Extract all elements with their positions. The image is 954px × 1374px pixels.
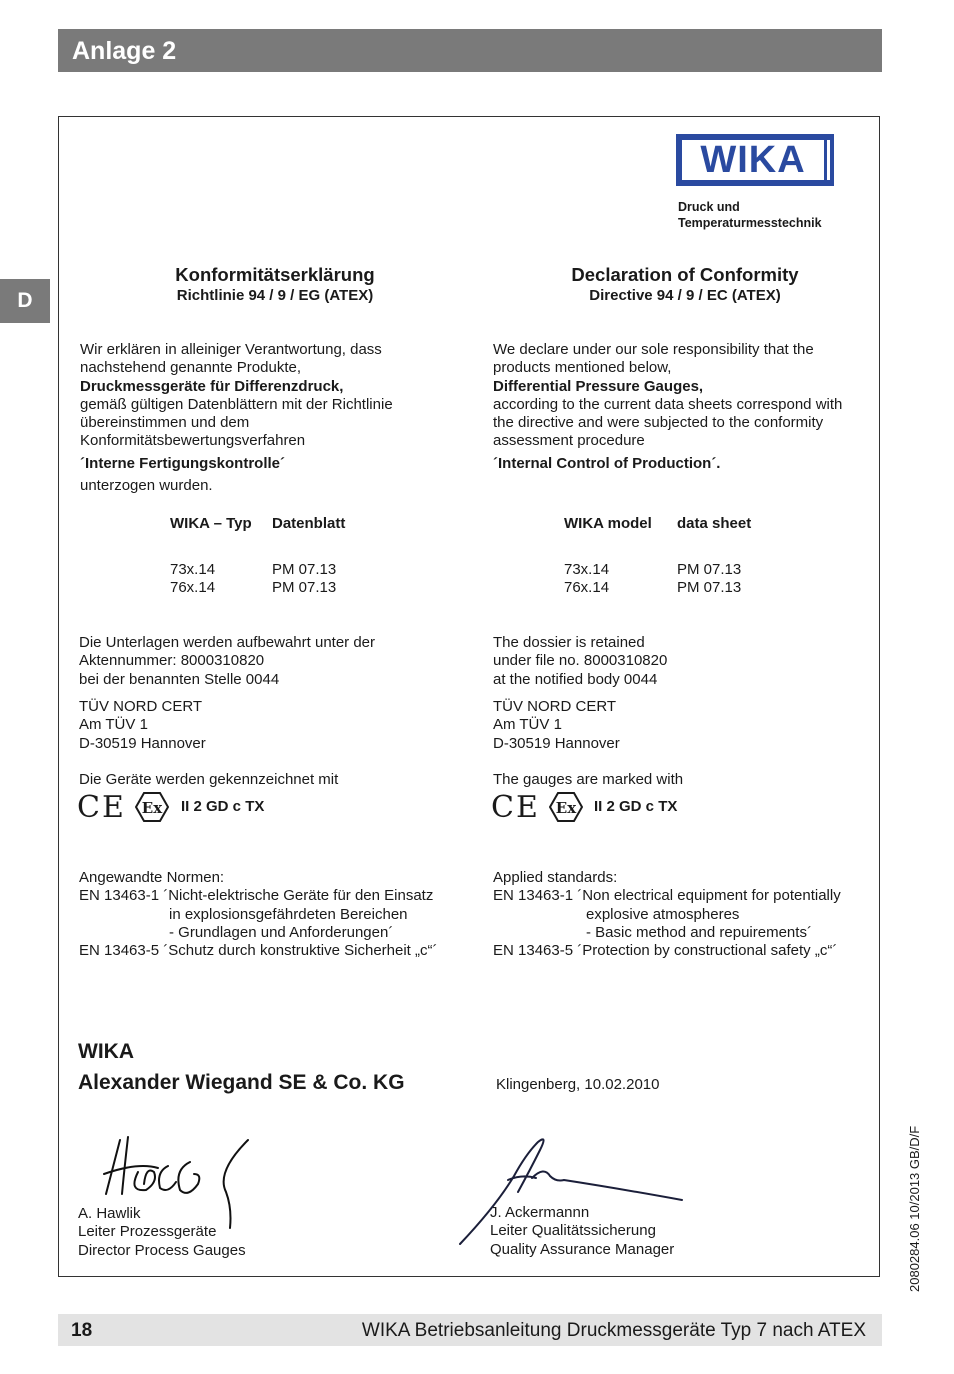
text-line: nachstehend genannte Produkte, [80, 359, 302, 377]
table-row [272, 561, 336, 598]
signatory-role: Leiter Prozessgeräte [78, 1223, 217, 1241]
title-de: Konformitätserklärung [175, 264, 375, 285]
footer-title: WIKA Betriebsanleitung Druckmessgeräte Typ 7 nach ATEX [361, 1320, 866, 1341]
language-tab[interactable]: D [0, 279, 50, 323]
table-row [677, 561, 741, 598]
signatory-right [490, 1204, 674, 1259]
signatory-name: J. Ackermannn [490, 1204, 590, 1221]
logo-tagline-line: Druck und [678, 200, 740, 214]
text-line: Am TÜV 1 [493, 716, 562, 734]
text-line: at the notified body 0044 [493, 670, 658, 688]
standard-text: ´Schutz durch konstruktive Sicherheit „c“´ [163, 942, 438, 960]
table-header-de-type: WIKA – Typ [170, 515, 252, 532]
table-cell: 76x.14 [564, 579, 610, 597]
text-line: Die Unterlagen werden aufbewahrt unter der [79, 634, 376, 651]
document-id: 2080284.06 10/2013 GB/D/F [907, 1125, 922, 1292]
standards-title-de: Angewandte Normen: [79, 869, 225, 886]
text-line: TÜV NORD CERT [493, 698, 617, 715]
text-line: assessment procedure [493, 432, 645, 450]
subtitle-de: Richtlinie 94 / 9 / EG (ATEX) [176, 287, 374, 304]
standards-title-en: Applied standards: [493, 869, 618, 886]
text-line: products mentioned below, [493, 359, 672, 377]
marking-intro-de: Die Geräte werden gekennzeichnet mit [79, 771, 339, 788]
text-line: Aktennummer: 8000310820 [79, 652, 265, 670]
standard-text: - Basic method and repuirements´ [586, 923, 812, 941]
text-line: D-30519 Hannover [79, 734, 206, 752]
signatory-left [78, 1205, 246, 1260]
text-line: The dossier is retained [493, 634, 645, 651]
standard-text: ´Protection by constructional safety „c“´ [577, 942, 838, 960]
intro-en [493, 341, 842, 473]
standard-text: - Grundlagen und Anforderungen´ [169, 923, 394, 941]
standards-de [79, 869, 438, 960]
wika-logo [676, 134, 834, 186]
table-header-en-sheet: data sheet [677, 515, 752, 532]
signatory-role: Leiter Qualitätssicherung [490, 1222, 656, 1240]
standard-code: EN 13463-1 [79, 887, 160, 905]
text-line: according to the current data sheets correspond with [493, 395, 843, 413]
address-en [493, 698, 620, 753]
standard-text: ´Non electrical equipment for potentially [577, 887, 841, 905]
text-line: bei der benannten Stelle 0044 [79, 670, 280, 688]
signatory-name: A. Hawlik [78, 1205, 141, 1222]
atex-code-en: II 2 GD c TX [594, 798, 678, 815]
title-en: Declaration of Conformity [571, 264, 799, 285]
text-line: unterzogen wurden. [80, 477, 213, 495]
table-cell: PM 07.13 [677, 579, 742, 597]
page-number: 18 [71, 1320, 93, 1341]
ex-label: Ex [141, 799, 163, 817]
intro-de [80, 341, 393, 495]
address-de [79, 698, 206, 753]
table-header-en-model: WIKA model [564, 515, 652, 532]
text-line: übereinstimmen und dem [80, 414, 250, 432]
text-line: Konformitätsbewertungsverfahren [80, 432, 306, 450]
company-line: Alexander Wiegand SE & Co. KG [78, 1071, 405, 1094]
ex-label: Ex [555, 799, 577, 817]
text-line: D-30519 Hannover [493, 734, 620, 752]
text-line: gemäß gültigen Datenblättern mit der Richtlinie [80, 395, 393, 413]
table-header-de-sheet: Datenblatt [272, 515, 346, 532]
text-line: under file no. 8000310820 [493, 652, 668, 670]
company-line: WIKA [78, 1040, 134, 1063]
standard-text: ´Nicht-elektrische Geräte für den Einsatz [163, 887, 434, 905]
table-cell: 73x.14 [564, 561, 610, 578]
standard-text: in explosionsgefährdeten Bereichen [169, 905, 408, 923]
ce-mark-icon: CE [77, 790, 126, 825]
product-de: Druckmessgeräte für Differenzdruck, [80, 377, 344, 395]
signatory-role: Quality Assurance Manager [490, 1240, 675, 1258]
ex-hexagon-icon [135, 792, 169, 822]
signatory-role: Director Process Gauges [78, 1241, 246, 1259]
logo-tagline-line: Temperaturmesstechnik [678, 216, 822, 230]
dossier-en [493, 634, 667, 689]
page-title: Anlage 2 [72, 37, 177, 65]
procedure-de: ´Interne Fertigungskontrolle´ [80, 454, 286, 472]
standard-text: explosive atmospheres [586, 905, 740, 923]
text-line: TÜV NORD CERT [79, 698, 203, 715]
table-cell: PM 07.13 [272, 579, 337, 597]
table-cell: 73x.14 [170, 561, 216, 578]
standard-code: EN 13463-5 [493, 942, 574, 960]
company-name [78, 1036, 405, 1098]
logo-tagline [678, 199, 822, 231]
product-en: Differential Pressure Gauges, [493, 377, 704, 395]
text-line: the directive and were subjected to the conformity [493, 414, 824, 432]
table-row [170, 561, 215, 598]
marking-intro-en: The gauges are marked with [493, 771, 684, 788]
text-line: Wir erklären in alleiniger Verantwortung, dass [80, 341, 382, 358]
ex-hexagon-icon [549, 792, 583, 822]
standard-code: EN 13463-5 [79, 942, 160, 960]
text-line: We declare under our sole responsibility that the [493, 341, 814, 358]
atex-code-de: II 2 GD c TX [181, 798, 265, 815]
page-footer [58, 1314, 882, 1346]
logo-text: WIKA [700, 138, 806, 181]
dossier-de [79, 634, 375, 689]
table-cell: 76x.14 [170, 579, 216, 597]
table-cell: PM 07.13 [677, 561, 742, 578]
standard-code: EN 13463-1 [493, 887, 574, 905]
table-cell: PM 07.13 [272, 561, 337, 578]
procedure-en: ´Internal Control of Production´. [493, 454, 721, 472]
ce-mark-icon: CE [491, 790, 540, 825]
place-date: Klingenberg, 10.02.2010 [496, 1076, 660, 1093]
subtitle-en: Directive 94 / 9 / EC (ATEX) [589, 287, 781, 304]
page-header-bar [58, 29, 882, 72]
text-line: Am TÜV 1 [79, 716, 148, 734]
standards-en [493, 869, 841, 960]
table-row [564, 561, 609, 598]
